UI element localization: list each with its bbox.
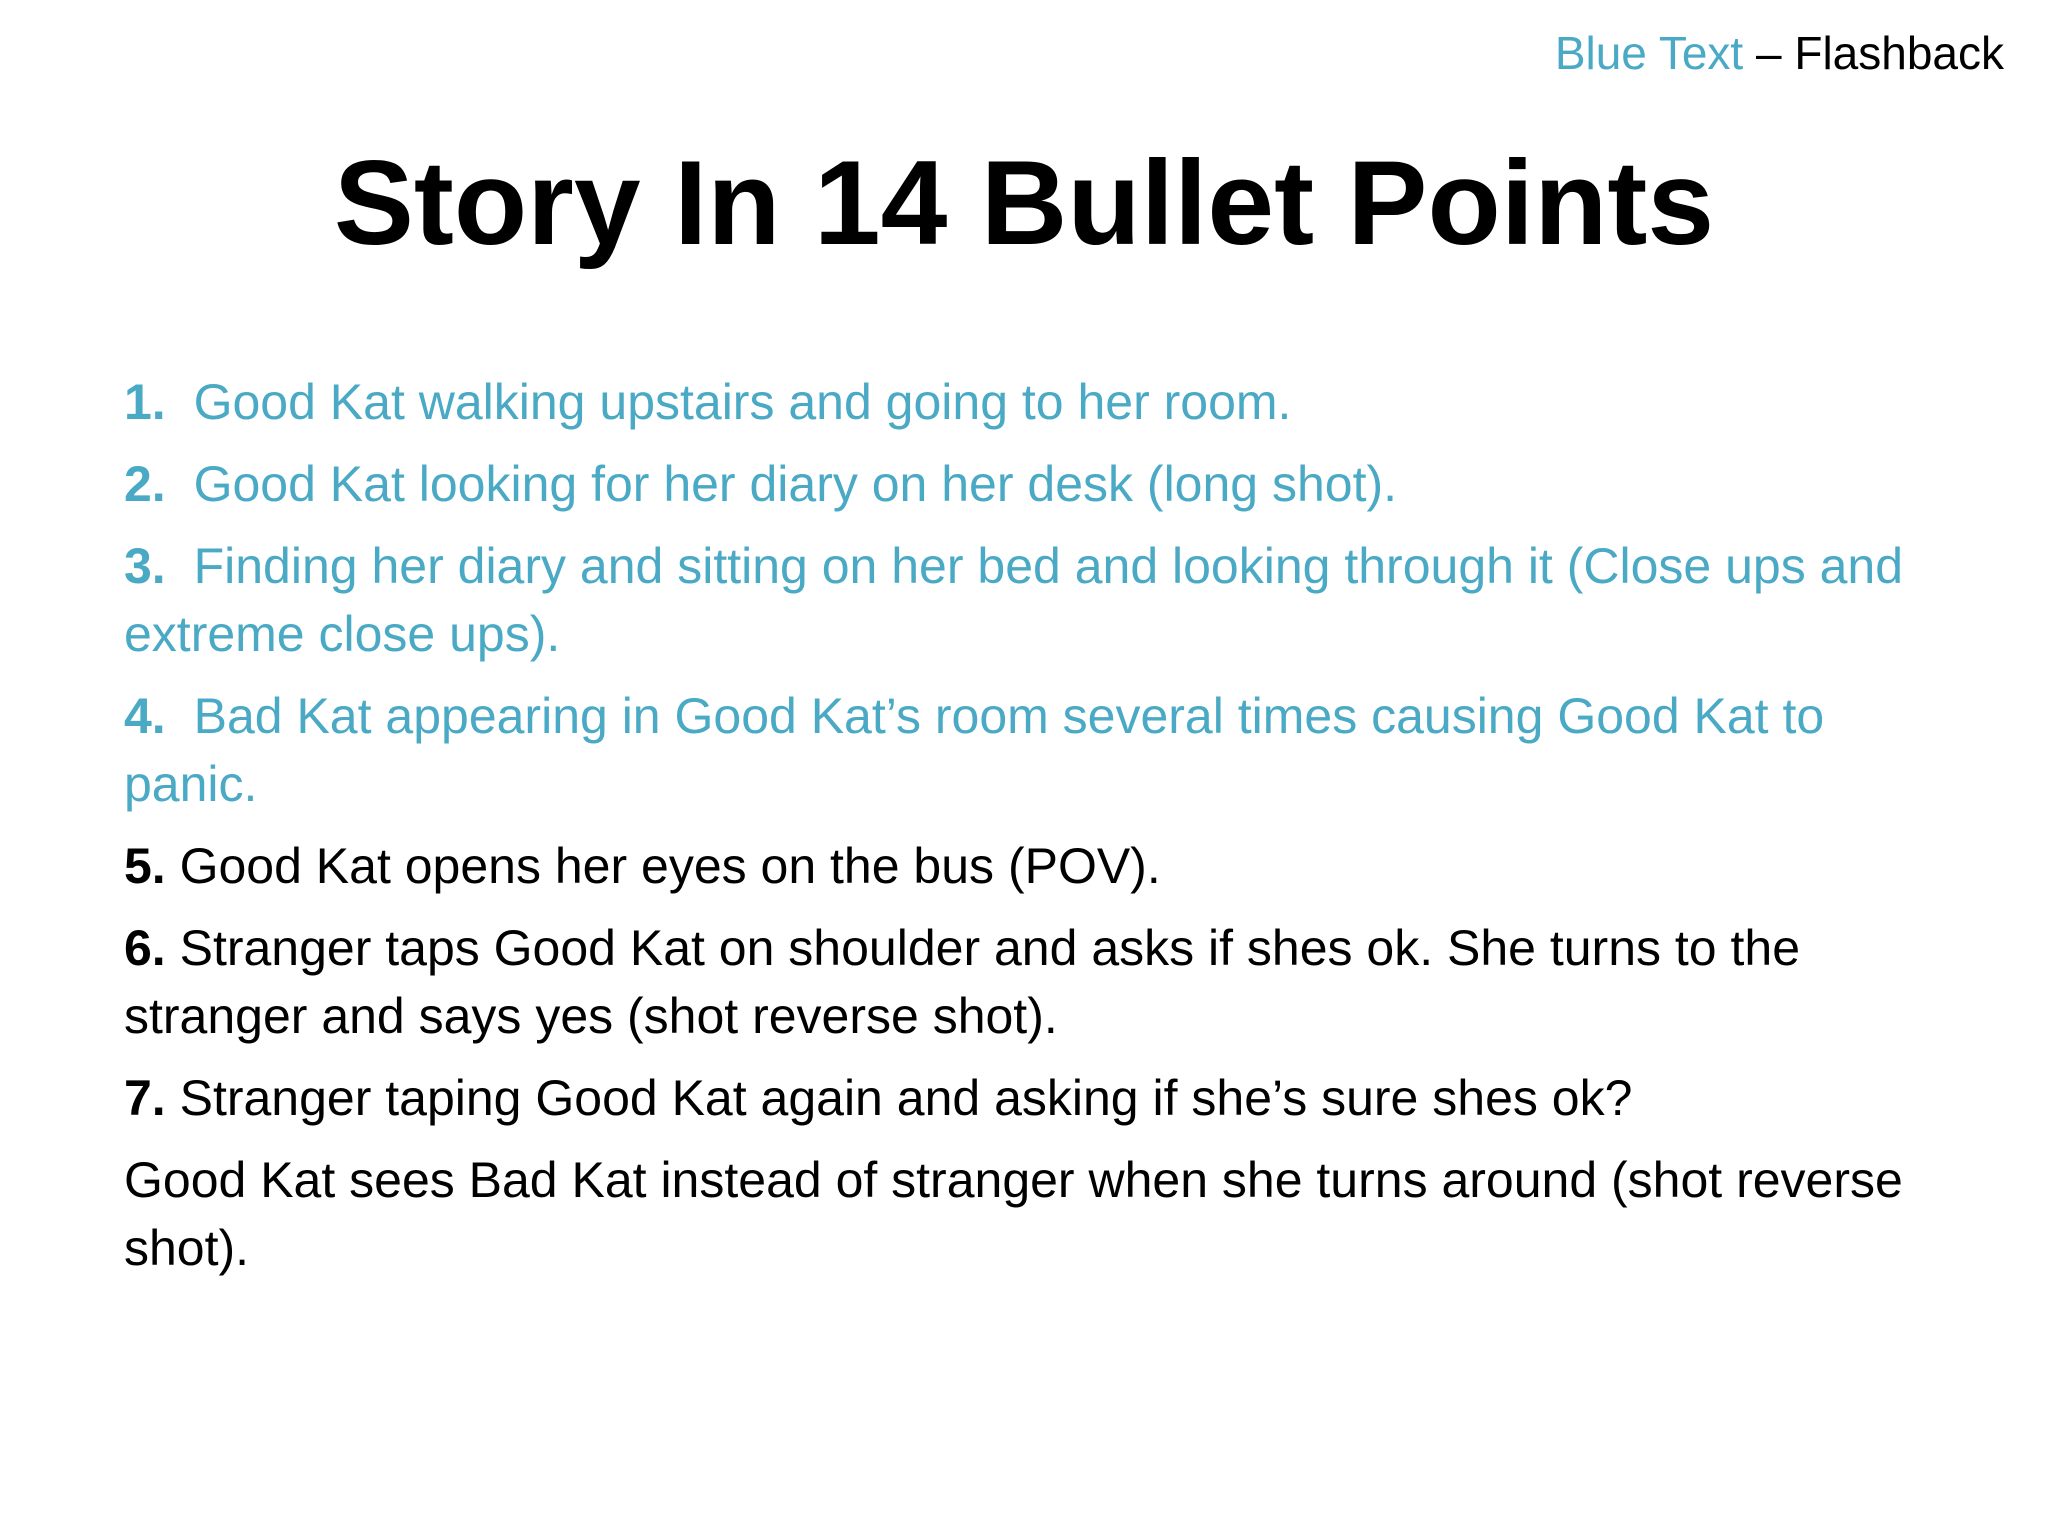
list-item: [124, 1064, 1924, 1132]
item-number: 3.: [124, 538, 166, 594]
list-item: [124, 532, 1924, 668]
item-number: 4.: [124, 688, 166, 744]
list-item: [124, 368, 1924, 436]
item-text: Stranger taping Good Kat again and asking if she’s sure shes ok?: [165, 1070, 1633, 1126]
list-item-continuation: [124, 1146, 1924, 1282]
item-text: Good Kat walking upstairs and going to her room.: [179, 374, 1292, 430]
slide-title: Story In 14 Bullet Points: [333, 136, 1715, 270]
item-text: Good Kat sees Bad Kat instead of stranger when she turns around (shot reverse shot).: [124, 1152, 1903, 1276]
list-item: [124, 682, 1924, 818]
item-text: Good Kat opens her eyes on the bus (POV).: [165, 838, 1161, 894]
list-item: [124, 832, 1924, 900]
item-number: 5.: [124, 838, 166, 894]
item-number: 6.: [124, 920, 166, 976]
item-number: 1.: [124, 374, 166, 430]
list-item: [124, 914, 1924, 1050]
item-number: 2.: [124, 456, 166, 512]
item-text: Finding her diary and sitting on her bed and looking through it (Close ups and extreme close ups).: [124, 538, 1904, 662]
item-text: Stranger taps Good Kat on shoulder and asks if shes ok. She turns to the stranger and says yes (shot reverse shot).: [124, 920, 1801, 1044]
list-item: [124, 450, 1924, 518]
item-number: 7.: [124, 1070, 166, 1126]
item-text: Good Kat looking for her diary on her desk (long shot).: [179, 456, 1398, 512]
item-text: Bad Kat appearing in Good Kat’s room several times causing Good Kat to panic.: [124, 688, 1825, 812]
legend-blue-label: Blue Text: [1554, 27, 1744, 79]
legend-meaning: – Flashback: [1743, 27, 2004, 79]
bullet-list: [124, 368, 1924, 1296]
color-legend: [1555, 22, 2004, 84]
